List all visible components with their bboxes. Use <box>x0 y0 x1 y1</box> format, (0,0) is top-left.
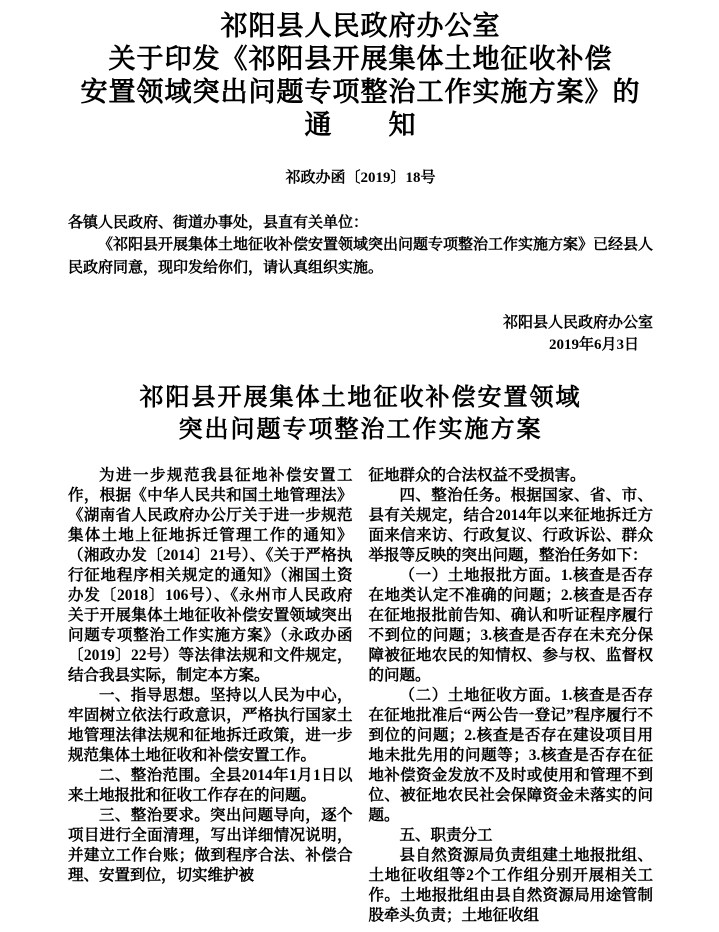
body-columns <box>68 466 653 926</box>
salutation: 各镇人民政府、街道办事处，县直有关单位： <box>68 215 369 231</box>
paragraph-section-5: 五、职责分工 <box>399 826 493 844</box>
main-title-line-2: 关于印发《祁阳县开展集体土地征收补偿 <box>108 44 613 74</box>
paragraph-section-3-continued: 征地群众的合法权益不受损害。 <box>368 466 586 484</box>
main-title-line-4: 通 知 <box>304 110 417 140</box>
signer-name: 祁阳县人民政府办公室 <box>502 315 653 331</box>
plan-title-line-1: 祁阳县开展集体土地征收补偿安置领域 <box>139 385 582 411</box>
left-column <box>68 466 353 926</box>
sign-date: 2019年6月3日 <box>548 337 639 353</box>
paragraph-section-1: 一、指导思想。坚持以人民为中心，牢固树立依法行政意识，严格执行国家土地管理法律法规和征地拆迁政策，进一步规范集体土地征收和补偿安置工作。 <box>68 686 353 764</box>
paragraph-duty-assignment: 县自然资源局负责组建土地报批组、土地征收组等2个工作组分别开展相关工作。土地报批组由县自然资源局用途管制股牵头负责；土地征收组 <box>368 846 653 924</box>
main-title <box>68 10 653 142</box>
notice-body: 《祁阳县开展集体土地征收补偿安置领域突出问题专项整治工作实施方案》已经县人民政府同意，现印发给你们，请认真组织实施。 <box>68 237 654 276</box>
plan-title-line-2: 突出问题专项整治工作实施方案 <box>178 417 543 443</box>
main-title-line-3: 安置领域突出问题专项整治工作实施方案》的 <box>80 77 641 107</box>
paragraph-task-2: （二）土地征收方面。1.核查是否存在征地批准后“两公告一登记”程序履行不到位的问题；2.核查是否存在建设项目用地未批先用的问题等；3.核查是否存在征地补偿资金发放不及时或使用和管理不到位、被征地农民社会保障资金未落实的问题。 <box>368 686 653 824</box>
signature-block <box>68 312 653 356</box>
paragraph-preamble: 为进一步规范我县征地补偿安置工作，根据《中华人民共和国土地管理法》《湖南省人民政府办公厅关于进一步规范集体土地上征地拆迁管理工作的通知》（湘政办发〔2014〕21号）、《关于严格执行征地程序相关规定的通知》（湘国土资办发〔2018〕106号）、《永州市人民政府关于开展集体土地征收补偿安置领域突出问题专项整治工作实施方案》（永政办函〔2019〕22号）等法律法规和文件规定，结合我县实际，制定本方案。 <box>68 466 353 684</box>
plan-title <box>68 382 653 446</box>
paragraph-task-1: （一）土地报批方面。1.核查是否存在地类认定不准确的问题；2.核查是否存在征地报批前告知、确认和听证程序履行不到位的问题；3.核查是否存在未充分保障被征地农民的知情权、参与权、监督权的问题。 <box>368 566 653 684</box>
paragraph-section-3: 三、整治要求。突出问题导向，逐个项目进行全面清理，写出详细情况说明，并建立工作台账；做到程序合法、补偿合理、安置到位，切实维护被 <box>68 806 353 884</box>
right-column <box>369 466 654 926</box>
main-title-line-1: 祁阳县人民政府办公室 <box>220 11 501 41</box>
paragraph-section-4: 四、整治任务。根据国家、省、市、县有关规定，结合2014年以来征地拆迁方面来信来访、行政复议、行政诉讼、群众举报等反映的突出问题，整治任务如下： <box>368 486 653 564</box>
document-number: 祁政办函〔2019〕18号 <box>285 170 436 186</box>
paragraph-section-2: 二、整治范围。全县2014年1月1日以来土地报批和征收工作存在的问题。 <box>68 766 353 804</box>
